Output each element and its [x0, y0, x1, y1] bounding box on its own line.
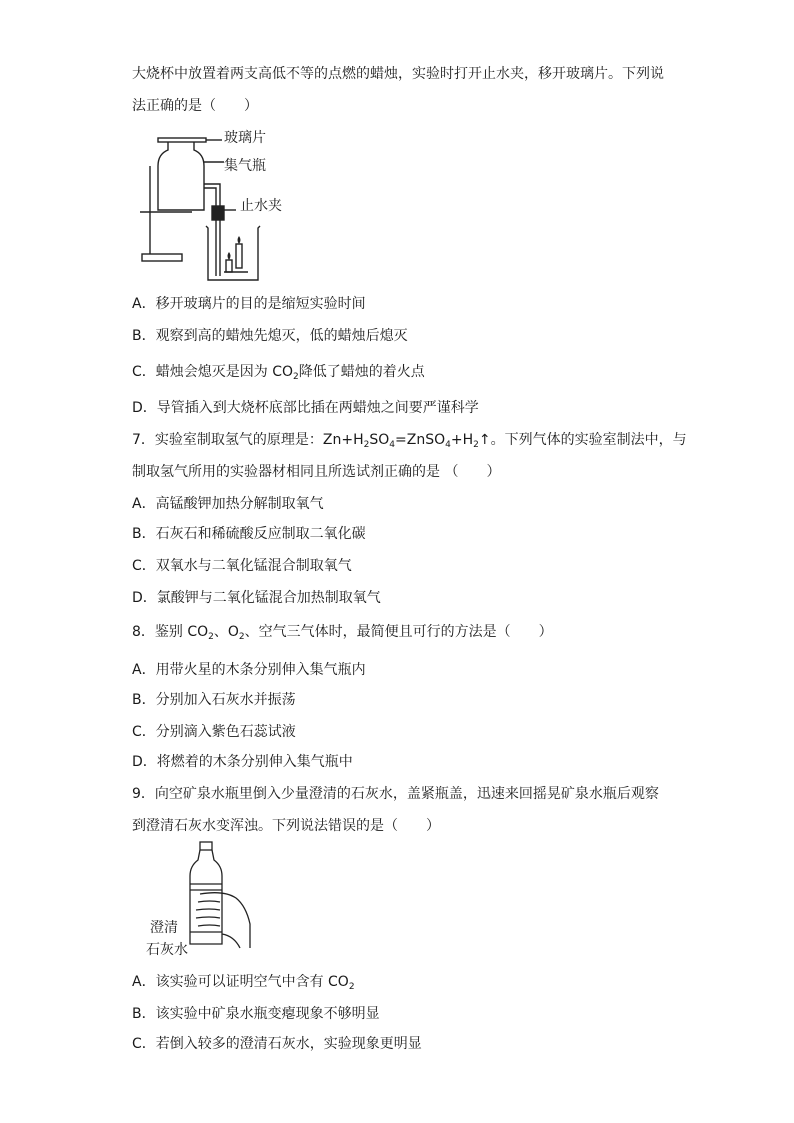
glass-plate — [158, 138, 206, 142]
stand-base — [142, 254, 182, 261]
q7-option-a: A．高锰酸钾加热分解制取氧气 — [132, 496, 324, 512]
q8-stem: 8．鉴别 $CO_2$、$O_2$、空气三气体时，最简便且可行的方法是（ ） — [132, 624, 553, 642]
q7-option-c: C．双氧水与二氧化锰混合制取氧气 — [132, 558, 352, 574]
candle-apparatus-figure — [132, 126, 312, 286]
q8-option-c: C．分别滴入紫色石蕊试液 — [132, 724, 296, 740]
q8-option-a: A．用带火星的木条分别伸入集气瓶内 — [132, 662, 366, 678]
q6-stem-line2: 法正确的是（ ） — [132, 98, 258, 114]
q9-stem-line2: 到澄清石灰水变浑浊。下列说法错误的是（ ） — [132, 818, 440, 834]
label-water-clip: 止水夹 — [240, 198, 282, 214]
q9-option-c: C．若倒入较多的澄清石灰水，实验现象更明显 — [132, 1036, 422, 1052]
q7-option-d: D．氯酸钾与二氧化锰混合加热制取氧气 — [132, 590, 381, 606]
q6-option-c: C．蜡烛会熄灭是因为 $CO_2$降低了蜡烛的着火点 — [132, 364, 425, 382]
tall-candle — [236, 244, 242, 268]
label-clear: 澄清 — [150, 920, 178, 936]
label-glass-plate: 玻璃片 — [224, 130, 266, 146]
q6-stem-line1: 大烧杯中放置着两支高低不等的点燃的蜡烛，实验时打开止水夹，移开玻璃片。下列说 — [132, 66, 664, 82]
q6-option-d: D．导管插入到大烧杯底部比插在两蜡烛之间要严谨科学 — [132, 400, 479, 416]
label-limewater: 石灰水 — [146, 942, 188, 958]
q8-option-b: B．分别加入石灰水并振荡 — [132, 692, 296, 708]
q7-option-b: B．石灰石和稀硫酸反应制取二氧化碳 — [132, 526, 366, 542]
water-bottle — [190, 850, 222, 944]
outlet-tube — [204, 184, 220, 276]
q9-option-b: B．该实验中矿泉水瓶变瘪现象不够明显 — [132, 1006, 380, 1022]
bottle-cap — [200, 842, 212, 850]
q9-option-a: A．该实验可以证明空气中含有 $CO_2$ — [132, 974, 355, 992]
short-candle — [226, 260, 232, 272]
bottle-in-hand-figure — [180, 840, 260, 952]
q8-option-d: D．将燃着的木条分别伸入集气瓶中 — [132, 754, 353, 770]
q9-stem-line1: 9．向空矿泉水瓶里倒入少量澄清的石灰水，盖紧瓶盖，迅速来回摇晃矿泉水瓶后观察 — [132, 786, 659, 802]
gas-bottle — [158, 142, 204, 210]
short-flame — [228, 252, 231, 260]
q6-option-b: B．观察到高的蜡烛先熄灭，低的蜡烛后熄灭 — [132, 328, 408, 344]
q7-stem-line2: 制取氢气所用的实验器材相同且所选试剂正确的是 （ ） — [132, 464, 501, 480]
q7-stem-line1: 7．实验室制取氢气的原理是：$Zn+H_2SO_4=ZnSO_4+H_2↑$。下列气体的实验室制法中，与 — [132, 432, 687, 450]
label-gas-bottle: 集气瓶 — [224, 158, 266, 174]
q6-option-a: A．移开玻璃片的目的是缩短实验时间 — [132, 296, 366, 312]
water-clip — [212, 206, 224, 220]
tall-flame — [238, 236, 241, 244]
